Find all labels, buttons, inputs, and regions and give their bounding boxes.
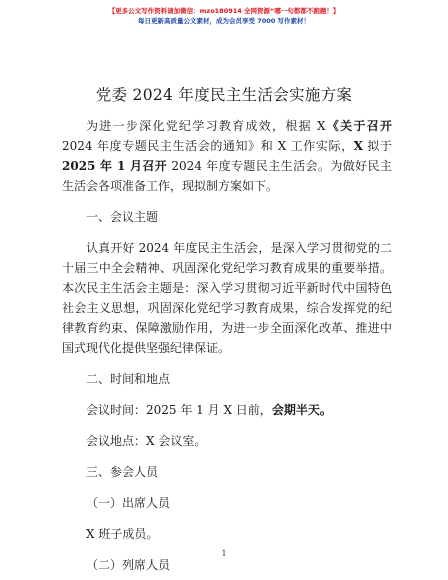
attendees-subheading: （一）出席人员: [86, 496, 171, 510]
promo-banner: [0, 6, 448, 26]
meeting-time: [62, 400, 392, 420]
section-2-heading: 二、时间和地点: [86, 372, 171, 386]
meeting-time-date: 2025 年 1 月 X 日前，: [146, 403, 272, 417]
document-title: 党委 2024 年度民主生活会实施方案: [95, 86, 353, 104]
document-body: [62, 116, 392, 575]
intro-date: 2025 年 1 月召开: [62, 159, 168, 173]
attendees-text: X 班子成员。: [86, 527, 159, 541]
meeting-place: [62, 431, 392, 451]
intro-text-rest: 2024 年度专题民主生活会。为做好民主生活会各项准备工作，现拟制方案如下。: [62, 159, 392, 193]
intro-org: X: [353, 139, 363, 153]
meeting-time-label: 会议时间：: [86, 403, 147, 417]
observers-subheading: （二）列席人员: [86, 558, 171, 572]
promo-banner-line-2: 每日更新高质量公文素材，成为会员享受 7000 写作素材！: [137, 17, 311, 25]
meeting-time-duration: 会期半天。: [271, 403, 332, 417]
intro-plan: 拟于: [362, 139, 392, 153]
promo-banner-line-1: 【更多公文写作资料请加微信：mzo180914 全网资源“哪一句都都不跑题！】: [108, 7, 340, 15]
page-number: 1: [221, 549, 227, 558]
section-1-paragraph: 认真开好 2024 年度民主生活会，是深入学习贯彻党的二十届三中全会精神、巩固深化党纪学习教育成果的重要举措。本次民主生活会主题是：深入学习贯彻习近平新时代中国特色社会主义思想，巩固深化党纪学习教育成果，综合发挥党的纪律教育约束、保障激励作用，为进一步全面深化改革、推进中国式现代化提供坚强纪律保证。: [62, 241, 392, 355]
intro-text-1: 为进一步深化党纪学习教育成效，根据 X: [86, 119, 326, 133]
intro-paragraph: [62, 116, 392, 196]
intro-notice-title: 2024 年度专题民主生活会的通知》和 X 工作实际，: [62, 139, 354, 153]
meeting-place-label: 会议地点：: [86, 434, 147, 448]
section-3-heading: 三、参会人员: [86, 465, 159, 479]
section-1-heading: 一、会议主题: [86, 210, 159, 224]
intro-notice-start: 《关于召开: [325, 119, 392, 133]
meeting-place-value: X 会议室。: [146, 434, 207, 448]
